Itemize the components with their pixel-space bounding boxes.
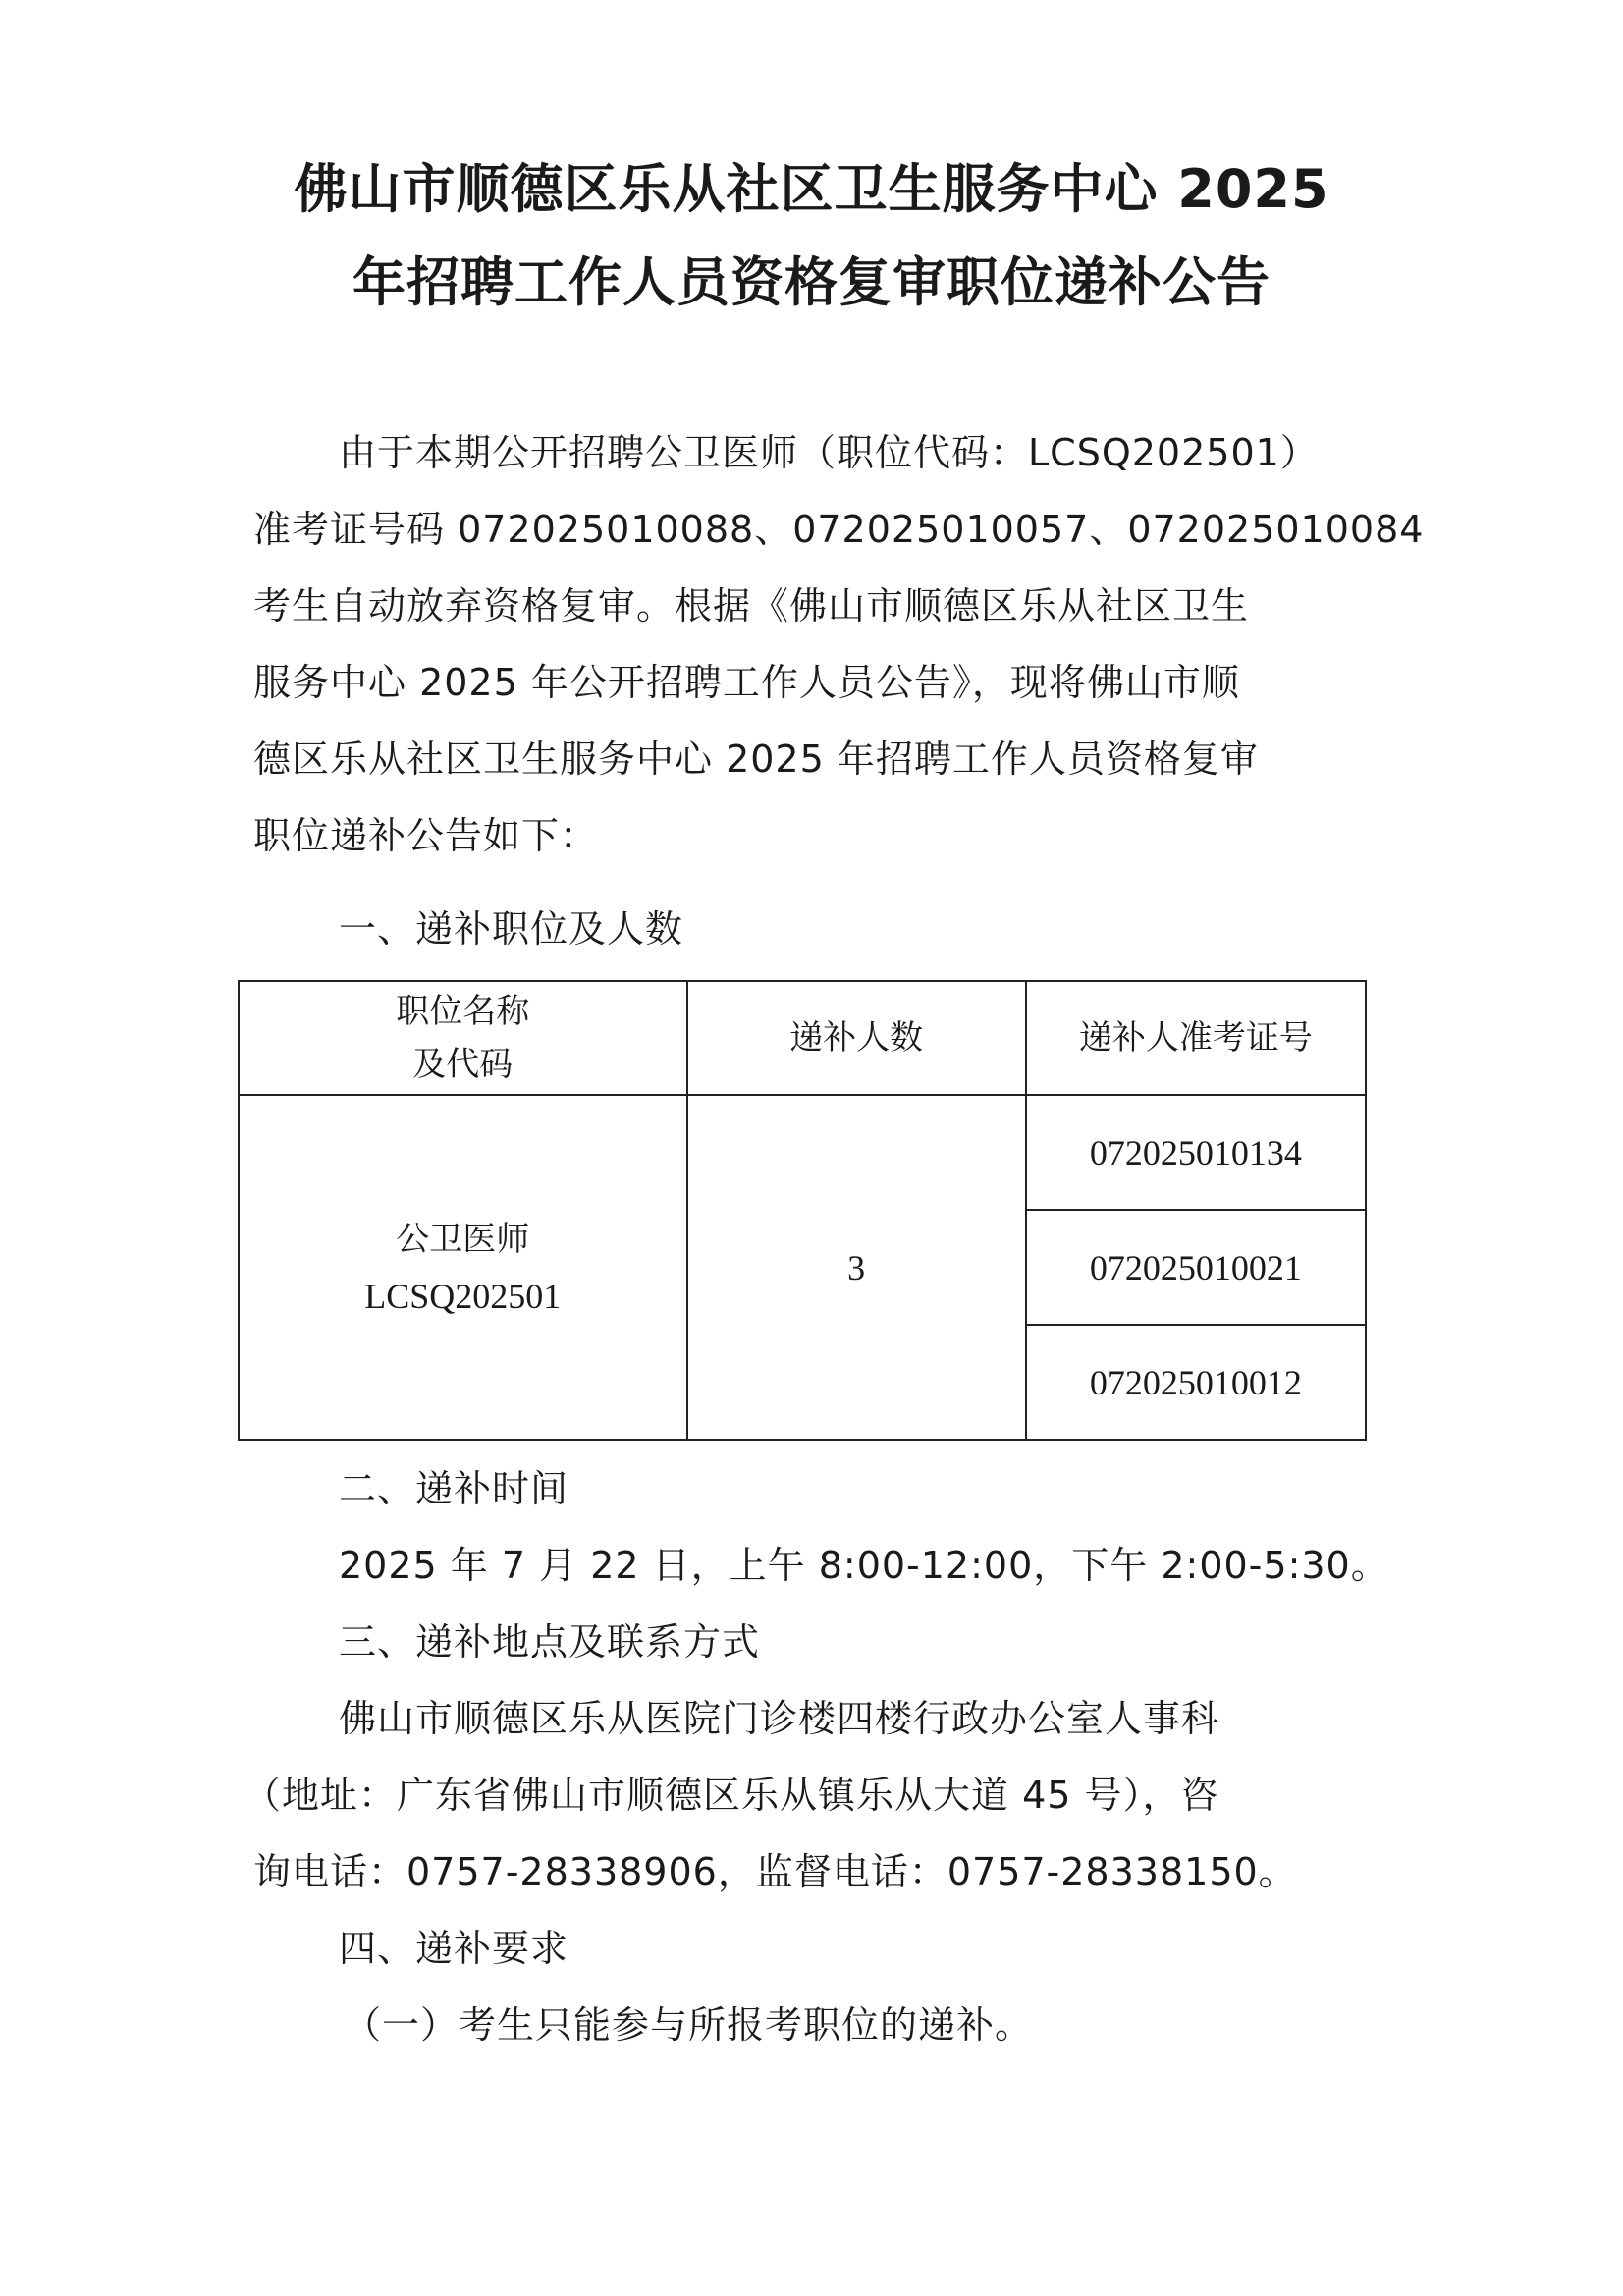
section-2-heading: 二、递补时间: [339, 1467, 569, 1510]
header-position-name-code: [239, 981, 687, 1095]
replacement-count-cell: 3: [687, 1095, 1026, 1440]
section-3-line-3: 询电话：0757-28338906，监督电话：0757-28338150。: [253, 1850, 1297, 1893]
position-cell: [239, 1095, 687, 1440]
intro-line-4: 服务中心 2025 年公开招聘工作人员公告》，现将佛山市顺: [253, 661, 1240, 704]
section-4-item-1: （一）考生只能参与所报考职位的递补。: [344, 2003, 1034, 2047]
section-3-line-2: （地址：广东省佛山市顺德区乐从镇乐从大道 45 号），咨: [243, 1774, 1219, 1817]
intro-line-5: 德区乐从社区卫生服务中心 2025 年招聘工作人员资格复审: [253, 738, 1259, 781]
table-header-row: [239, 981, 1366, 1095]
section-4-heading: 四、递补要求: [339, 1927, 569, 1970]
section-3-line-1: 佛山市顺德区乐从医院门诊楼四楼行政办公室人事科: [339, 1697, 1220, 1740]
section-2-time-text: 2025 年 7 月 22 日，上午 8:00-12:00，下午 2:00-5:30。: [339, 1544, 1389, 1587]
header-replacement-count: 递补人数: [687, 981, 1026, 1095]
intro-line-3: 考生自动放弃资格复审。根据《佛山市顺德区乐从社区卫生: [253, 584, 1250, 628]
intro-line-1: 由于本期公开招聘公卫医师（职位代码：LCSQ202501）: [339, 431, 1319, 474]
header-col1-line1: 职位名称: [396, 992, 530, 1031]
section-3-heading: 三、递补地点及联系方式: [339, 1620, 761, 1664]
admission-number-cell: 072025010012: [1026, 1325, 1366, 1440]
document-title-line-1: 佛山市顺德区乐从社区卫生服务中心 2025: [294, 158, 1329, 220]
table-row: [239, 1095, 1366, 1210]
header-admission-number: 递补人准考证号: [1026, 981, 1366, 1095]
header-col1-line2: 及代码: [412, 1045, 514, 1084]
intro-line-6: 职位递补公告如下：: [253, 814, 599, 857]
position-name: 公卫医师: [396, 1219, 530, 1259]
position-code: LCSQ202501: [364, 1276, 562, 1316]
replacement-positions-table: [238, 980, 1367, 1441]
admission-number-cell: 072025010134: [1026, 1095, 1366, 1210]
intro-line-2: 准考证号码 072025010088、072025010057、072025010084: [253, 508, 1425, 551]
admission-number-cell: 072025010021: [1026, 1210, 1366, 1325]
document-title-line-2: 年招聘工作人员资格复审职位递补公告: [352, 251, 1271, 313]
section-1-heading: 一、递补职位及人数: [339, 907, 684, 951]
